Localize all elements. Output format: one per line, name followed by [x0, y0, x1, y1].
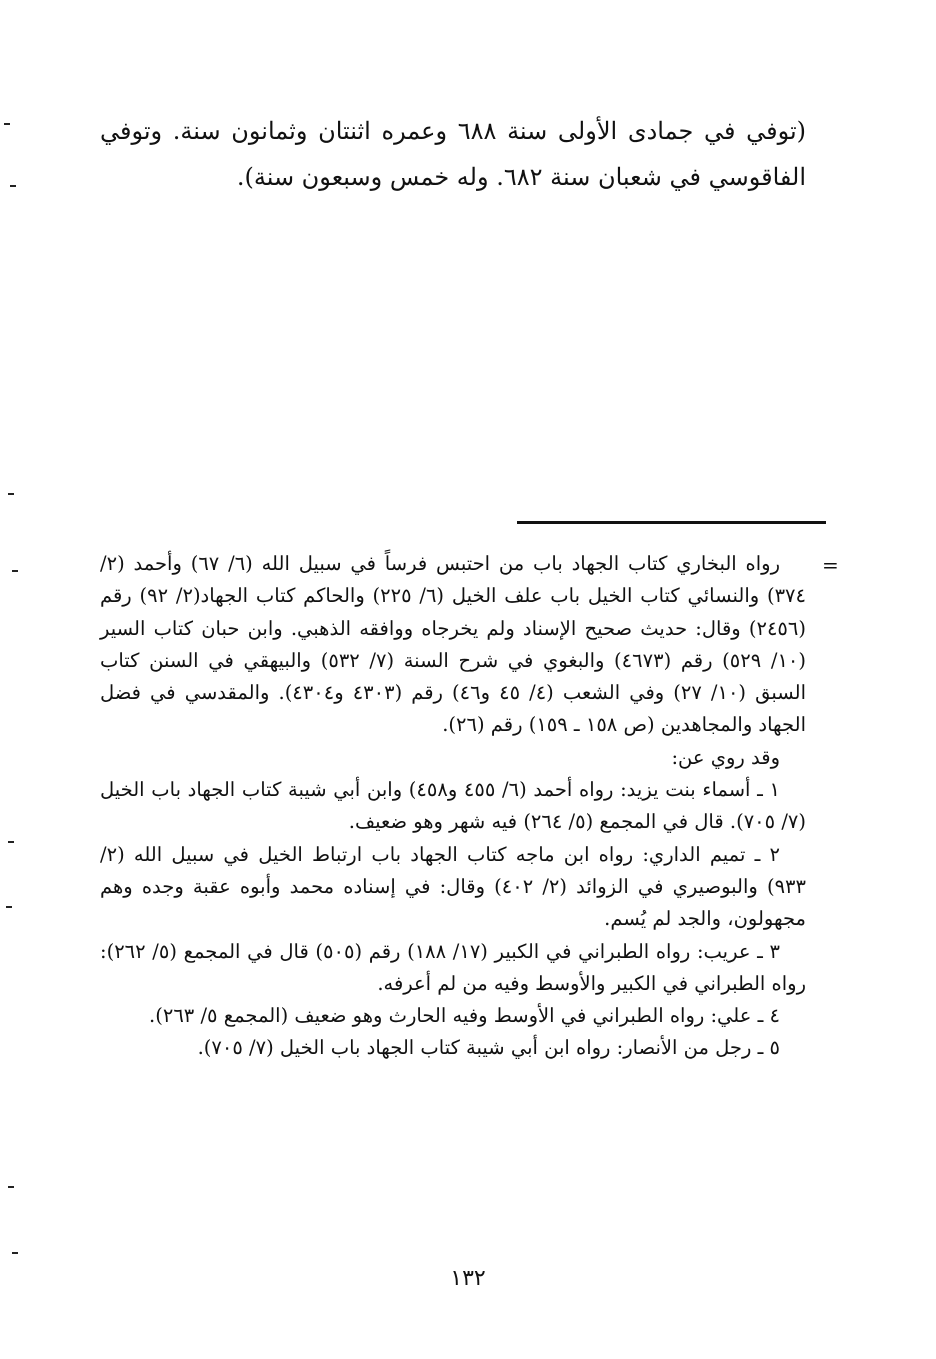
- main-paragraph: (توفي في جمادى الأولى سنة ٦٨٨ وعمره اثنتان وثمانون سنة. وتوفي الفاقوسي في شعبان سنة ٦٨٢. وله خمس وسبعون سنة).: [100, 117, 807, 191]
- footnote-item-4: ٤ ـ علي: رواه الطبراني في الأوسط وفيه الحارث وهو ضعيف (المجمع ٥/ ٢٦٣).: [149, 1004, 780, 1028]
- main-text: [100, 108, 806, 200]
- footnote-intro: وقد روي عن:: [671, 745, 780, 769]
- footnote-separator-rule: [517, 521, 826, 524]
- page-number: ١٣٢: [450, 1266, 486, 1291]
- margin-mark: [8, 493, 14, 495]
- margin-mark: [12, 1252, 18, 1254]
- footnote-continuation-mark: =: [822, 553, 839, 577]
- margin-mark: [6, 906, 12, 908]
- footnote-item-5: ٥ ـ رجل من الأنصار: رواه ابن أبي شيبة كتاب الجهاد باب الخيل (٧/ ٧٠٥).: [197, 1036, 780, 1060]
- footnote-paragraph: رواه البخاري كتاب الجهاد باب من احتبس فرساً في سبيل الله (٦/ ٦٧) وأحمد (٢/ ٣٧٤) والنسائي كتاب الخيل باب علف الخيل (٦/ ٢٢٥) والحاكم كتاب الجهاد(٢/ ٩٢) رقم (٢٤٥٦) وقال: حديث صحيح الإسناد ولم يخرجاه ووافقه الذهبي. وابن حبان كتاب السير (١٠/ ٥٢٩) رقم (٤٦٧٣) والبغوي في شرح السنة (٧/ ٥٣٢) والبيهقي في السنن كتاب السبق (١٠/ ٢٧) وفي الشعب (٤/ ٤٥ و٤٦) رقم (٤٣٠٣ و٤٣٠٤). والمقدسي في فضل الجهاد والمجاهدين (ص ١٥٨ ـ ١٥٩) رقم (٢٦).: [100, 552, 806, 737]
- margin-mark: [10, 185, 16, 187]
- margin-mark: [4, 123, 10, 125]
- footnote-item-2: ٢ ـ تميم الداري: رواه ابن ماجه كتاب الجهاد باب ارتباط الخيل في سبيل الله (٢/ ٩٣٣) والبوصيري في الزوائد (٢/ ٤٠٢) وقال: في إسناده محمد وأبوه عقبة وجده وهم مجهولون، والجد لم يُسم.: [100, 842, 806, 931]
- margin-mark: [12, 570, 18, 572]
- margin-mark: [8, 841, 14, 843]
- footnotes-section: [100, 548, 806, 1065]
- footnote-item-3: ٣ ـ عريب: رواه الطبراني في الكبير (١٧/ ١٨٨) رقم (٥٠٥) قال في المجمع (٥/ ٢٦٢): رواه الطبراني في الكبير والأوسط وفيه من لم أعرفه.: [100, 939, 806, 995]
- margin-mark: [8, 1186, 14, 1188]
- footnote-item-1: ١ ـ أسماء بنت يزيد: رواه أحمد (٦/ ٤٥٥ و٤٥٨) وابن أبي شيبة كتاب الجهاد باب الخيل (٧/ ٧٠٥). قال في المجمع (٥/ ٢٦٤) فيه شهر وهو ضعيف.: [100, 778, 806, 834]
